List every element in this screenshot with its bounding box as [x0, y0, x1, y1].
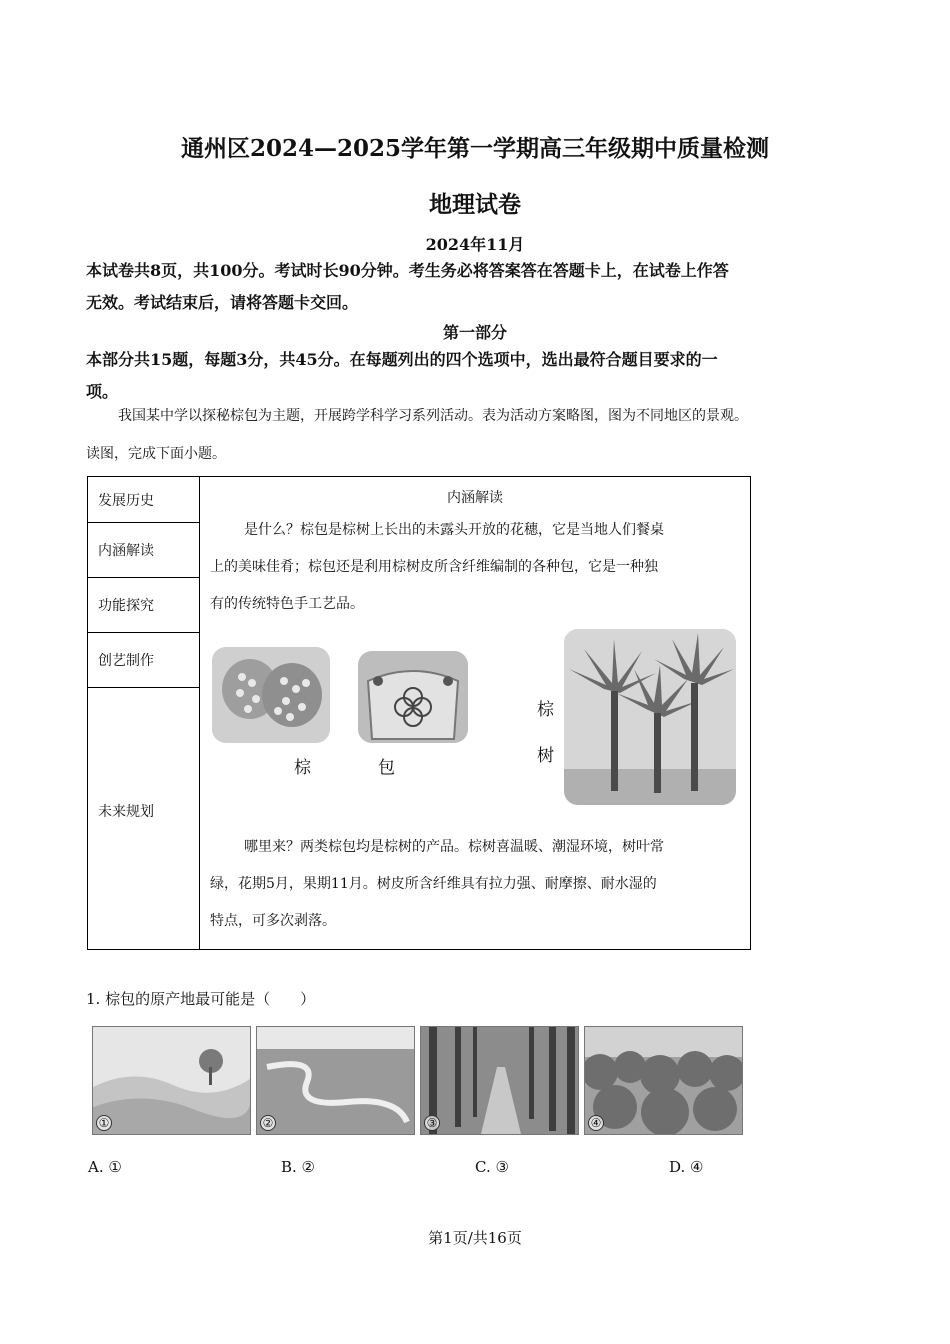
detail-text-2-line-2: 绿，花期5月，果期11月。树皮所含纤维具有拉力强、耐摩擦、耐水湿的 — [210, 876, 657, 892]
landscape-forest-path-photo — [420, 1026, 579, 1135]
part-desc-line-2: 项。 — [86, 382, 119, 401]
detail-text-1-line-3: 有的传统特色手工艺品。 — [210, 596, 364, 612]
caption-tree-1: 棕 — [537, 700, 554, 720]
exam-date: 2024年11月 — [425, 235, 525, 254]
palm-tree-photo — [564, 629, 736, 805]
option-d[interactable]: D. ④ — [669, 1158, 704, 1176]
plan-item-future: 未来规划 — [88, 688, 200, 950]
landscape-label-4: ④ — [588, 1115, 604, 1131]
plan-item-history: 发展历史 — [88, 477, 200, 523]
plan-detail-heading: 内涵解读 — [447, 490, 503, 506]
caption-bao: 包 — [378, 758, 395, 778]
landscape-rainforest-photo — [584, 1026, 743, 1135]
option-c[interactable]: C. ③ — [475, 1158, 509, 1176]
caption-zong: 棕 — [294, 758, 311, 778]
option-b[interactable]: B. ② — [281, 1158, 316, 1176]
page-number: 第1页/共16页 — [428, 1229, 522, 1247]
zongbao-flower-photo — [212, 647, 330, 743]
instructions-line-1: 本试卷共8页，共100分。考试时长90分钟。考生务必将答案答在答题卡上，在试卷上作答 — [86, 261, 729, 280]
landscape-label-3: ③ — [424, 1115, 440, 1131]
detail-text-2-line-1: 哪里来？两类棕包均是棕树的产品。棕树喜温暖、潮湿环境，树叶常 — [244, 839, 664, 855]
landscape-desert-photo — [92, 1026, 251, 1135]
part-desc-line-1: 本部分共15题，每题3分，共45分。在每题列出的四个选项中，选出最符合题目要求的一 — [86, 350, 718, 369]
question-1-stem: 1. 棕包的原产地最可能是（ ） — [86, 990, 316, 1008]
plan-item-meaning: 内涵解读 — [88, 523, 200, 578]
part-heading: 第一部分 — [442, 323, 507, 342]
landscape-grassland-river-photo — [256, 1026, 415, 1135]
plan-item-creation: 创艺制作 — [88, 633, 200, 688]
detail-text-2-line-3: 特点，可多次剥落。 — [210, 913, 336, 929]
intro-line-1: 我国某中学以探秘棕包为主题，开展跨学科学习系列活动。表为活动方案略图，图为不同地区的景观。 — [118, 408, 748, 424]
landscape-label-1: ① — [96, 1115, 112, 1131]
option-a[interactable]: A. ① — [88, 1158, 122, 1176]
exam-subtitle: 地理试卷 — [429, 191, 521, 218]
zongbao-bag-photo — [358, 651, 468, 743]
instructions-line-2: 无效。考试结束后，请将答题卡交回。 — [86, 293, 359, 312]
caption-tree-2: 树 — [537, 746, 554, 766]
exam-title: 通州区2024—2025学年第一学期高三年级期中质量检测 — [180, 135, 770, 162]
activity-plan-table — [87, 476, 751, 950]
intro-line-2: 读图，完成下面小题。 — [86, 446, 226, 462]
detail-text-1-line-2: 上的美味佳肴；棕包还是利用棕树皮所含纤维编制的各种包，它是一种独 — [210, 559, 658, 575]
detail-text-1-line-1: 是什么？棕包是棕树上长出的未露头开放的花穗，它是当地人们餐桌 — [244, 522, 664, 538]
plan-detail-cell — [200, 477, 751, 950]
landscape-label-2: ② — [260, 1115, 276, 1131]
plan-item-function: 功能探究 — [88, 578, 200, 633]
